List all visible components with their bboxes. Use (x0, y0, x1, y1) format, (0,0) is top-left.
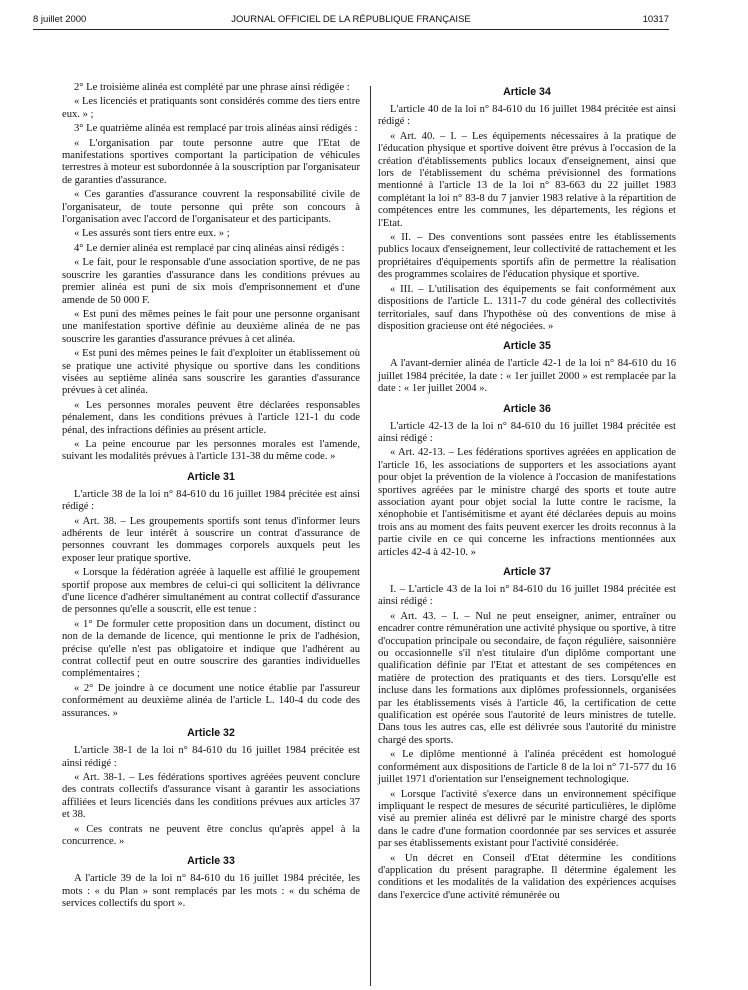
paragraph: L'article 38 de la loi n° 84-610 du 16 juillet 1984 précitée est ainsi rédigé : (62, 488, 360, 513)
left-column (62, 82, 360, 913)
paragraph: « Est puni des mêmes peines le fait d'exploiter un établissement où se pratique une activité physique ou sportive dans les conditions visées au septième alinéa sans souscrire les garanties d'assurance prévues à cet alinéa. (62, 348, 360, 397)
paragraph: « 2° De joindre à ce document une notice établie par l'assureur conformément au deuxième alinéa de l'article L. 140-4 du code des assurances. » (62, 682, 360, 719)
paragraph: « Les licenciés et pratiquants sont considérés comme des tiers entre eux. » ; (62, 96, 360, 120)
paragraph: A l'article 39 de la loi n° 84-610 du 16 juillet 1984 précitée, les mots : « du Plan » sont remplacés par les mots : « du schéma de services collectifs du sport ». (62, 873, 360, 910)
paragraph: « Un décret en Conseil d'Etat détermine les conditions d'application du présent paragraphe. Il détermine également les conditions et les modalités de la validation des expériences acquises dans l'exercice d'une activité rémunérée ou (378, 852, 676, 901)
paragraph: « Lorsque l'activité s'exerce dans un environnement spécifique impliquant le respect de mesures de sécurité particulières, le diplôme visé au premier alinéa est délivré par le ministre chargé des sports dans le cadre d'une formation coordonnée par ses services et assurée par ses établissements existant pour l'activité considérée. (378, 788, 676, 850)
paragraph: « Art. 43. – I. – Nul ne peut enseigner, animer, entraîner ou encadrer contre rémunération une activité physique ou sportive, à titre d'occupation principale ou secondaire, de façon régulière, saisonnière ou occasionnelle s'il n'est titulaire d'un diplôme comportant une qualification définie par l'Etat et attestant de ses compétences en matière de protection des pratiquants et des tiers. Lorsqu'elle est incluse dans les formations aux diplômes professionnels, organisées par les établissements visés à l'article 46, la certification de cette qualification est opérée sous l'autorité de leurs ministres de tutelle. Dans tous les autres cas, elle est délivrée sous l'autorité du ministre chargé des sports. (378, 610, 676, 746)
paragraph: I. – L'article 43 de la loi n° 84-610 du 16 juillet 1984 précitée est ainsi rédigé : (378, 584, 676, 608)
article-heading: Article 34 (503, 86, 551, 98)
header-date: 8 juillet 2000 (33, 14, 87, 25)
paragraph: « Le fait, pour le responsable d'une association sportive, de ne pas souscrire les garanties d'assurance dans les conditions prévues au premier alinéa est puni de six mois d'emprisonnement et d'une amende de 50 000 F. (62, 257, 360, 306)
article-heading: Article 36 (503, 402, 551, 415)
paragraph: 4° Le dernier alinéa est remplacé par cinq alinéas ainsi rédigés : (74, 242, 345, 254)
paragraph: « Les personnes morales peuvent être déclarées responsables pénalement, dans les conditions prévues à l'article 121-1 du code pénal, des infractions définies au présent article. (62, 399, 360, 436)
paragraph: « Le diplôme mentionné à l'alinéa précédent est homologué conformément aux dispositions de l'article 8 de la loi n° 71-577 du 16 juillet 1971 d'orientation sur l'enseignement technologique. (378, 749, 676, 786)
paragraph: « II. – Des conventions sont passées entre les établissements publics locaux d'enseignement, leur collectivité de rattachement et les propriétaires d'équipements sportifs afin de permettre la réalisation des programmes scolaires de l'éducation physique et sportive. (378, 232, 676, 281)
paragraph: « Lorsque la fédération agréée à laquelle est affilié le groupement sportif propose aux membres de celui-ci qui sollicitent la délivrance d'une licence d'adhérer simultanément au contrat collectif d'assurance de personnes qu'elle a souscrit, elle est tenue : (62, 567, 360, 616)
page-number: 10317 (642, 14, 669, 25)
paragraph: « L'organisation par toute personne autre que l'Etat de manifestations sportives comportant la participation de véhicules terrestres à moteur est subordonnée à la souscription par l'organisateur de garanties d'assurance. (62, 137, 360, 186)
header-rule (33, 29, 669, 30)
right-column (378, 82, 676, 904)
article-heading: Article 31 (187, 470, 235, 483)
paragraph: A l'avant-dernier alinéa de l'article 42-1 de la loi n° 84-610 du 16 juillet 1984 précitée, la date : « 1er juillet 2000 » est remplacée par la date : « 1er juillet 2004 ». (378, 358, 676, 395)
paragraph: « 1° De formuler cette proposition dans un document, distinct ou non de la demande de licence, qui mentionne le prix de l'adhésion, précise qu'elle n'est pas obligatoire et indique que l'adhérent au contrat collectif peut en outre souscrire des garanties individuelles complémentaires ; (62, 618, 360, 680)
paragraph: « Art. 40. – I. – Les équipements nécessaires à la pratique de l'éducation physique et sportive doivent être prévus à l'occasion de la création d'établissements publics locaux d'enseignement, ainsi que lors de l'établissement du schéma prévisionnel des formations mentionné à l'article 13 de la loi n° 83-663 du 22 juillet 1983 complétant la loi n° 83-8 du 7 janvier 1983 relative à la répartition de compétences entre les communes, les départements, les régions et l'Etat. (378, 130, 676, 229)
column-separator (370, 86, 371, 986)
paragraph: L'article 38-1 de la loi n° 84-610 du 16 juillet 1984 précitée est ainsi rédigé : (62, 745, 360, 769)
paragraph: L'article 40 de la loi n° 84-610 du 16 juillet 1984 précitée est ainsi rédigé : (378, 104, 676, 128)
paragraph: « Art. 38-1. – Les fédérations sportives agréées peuvent conclure des contrats collectifs d'assurance visant à garantir les associations affiliées et leurs licenciés dans les conditions prévues aux articles 37 et 38. (62, 771, 360, 821)
paragraph: L'article 42-13 de la loi n° 84-610 du 16 juillet 1984 précitée est ainsi rédigé : (378, 420, 676, 444)
article-heading: Article 37 (503, 566, 551, 578)
article-heading: Article 35 (503, 340, 551, 353)
paragraph: « Art. 42-13. – Les fédérations sportives agréées en application de l'article 16, les associations de supporters et les associations ayant pour objet la prévention de la violence à l'occasion de manifestations sportives agréées par le ministre chargé des sports et toute autre association ayant pour objet social la lutte contre le racisme, la xénophobie et l'antisémitisme et ayant été déclarées depuis au moins trois ans au moment des faits peuvent exercer les droits reconnus à la partie civile en ce qui concerne les infractions mentionnées aux articles 42-4 à 42-10. » (378, 447, 676, 558)
paragraph: « La peine encourue par les personnes morales est l'amende, suivant les modalités prévues à l'article 131-38 du même code. » (62, 438, 360, 463)
article-heading: Article 32 (187, 727, 235, 740)
paragraph: « Ces contrats ne peuvent être conclus qu'après appel à la concurrence. » (62, 823, 360, 847)
article-heading: Article 33 (187, 855, 235, 868)
paragraph: « III. – L'utilisation des équipements se fait conformément aux dispositions de l'article L. 1311-7 du code général des collectivités territoriales, sauf dans l'hypothèse où des conventions de mise à disposition gracieuse ont été négociées. » (378, 283, 676, 332)
paragraph: 3° Le quatrième alinéa est remplacé par trois alinéas ainsi rédigés : (74, 123, 358, 135)
paragraph: « Art. 38. – Les groupements sportifs sont tenus d'informer leurs adhérents de leur intérêt à souscrire un contrat d'assurance de personnes couvrant les dommages corporels auxquels peut les exposer leur pratique sportive. (62, 515, 360, 564)
paragraph: « Les assurés sont tiers entre eux. » ; (74, 228, 230, 240)
paragraph: 2° Le troisième alinéa est complété par une phrase ainsi rédigée : (74, 82, 350, 93)
paragraph: « Ces garanties d'assurance couvrent la responsabilité civile de l'organisateur, de toute personne qui prête son concours à l'organisation avec l'accord de l'organisateur et des participants. (62, 189, 360, 226)
page-header (33, 14, 669, 28)
paragraph: « Est puni des mêmes peines le fait pour une personne organisant une manifestation sportive définie au deuxième alinéa de ne pas souscrire les garanties d'assurance prévues à cet alinéa. (62, 308, 360, 345)
journal-title: JOURNAL OFFICIEL DE LA RÉPUBLIQUE FRANÇAISE (231, 14, 471, 25)
